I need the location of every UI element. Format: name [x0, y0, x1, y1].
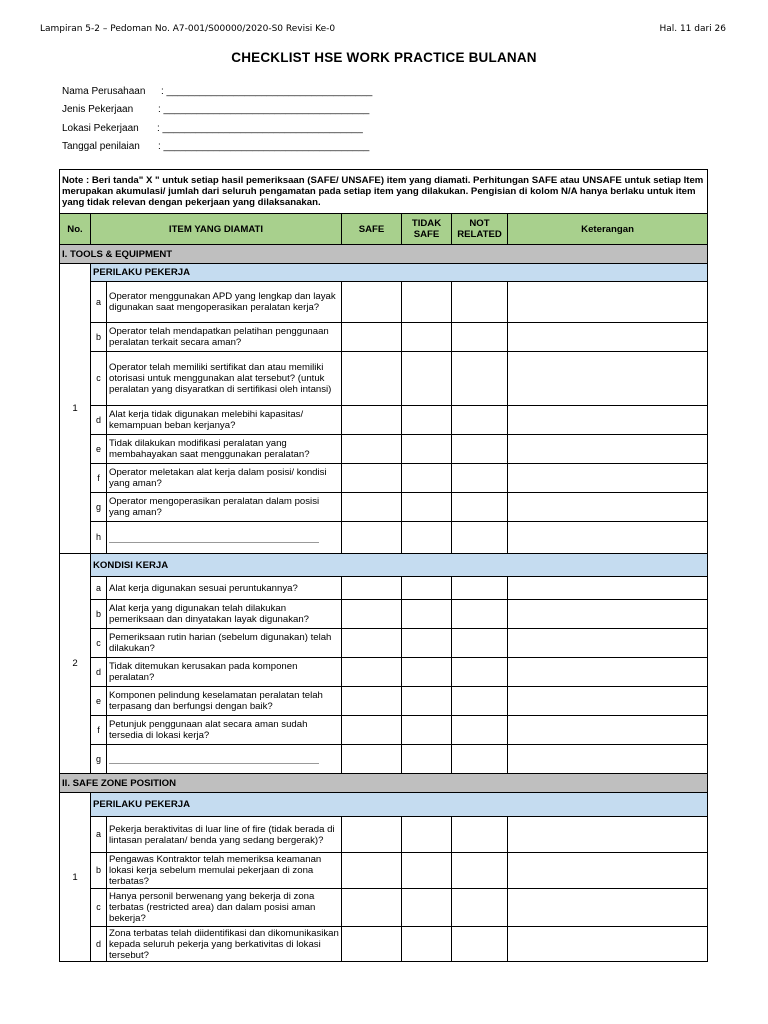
item-letter: d: [91, 406, 107, 435]
field-value[interactable]: : _____________________________________: [158, 141, 370, 152]
safe-checkbox-cell[interactable]: [342, 464, 402, 493]
blank-underline: [109, 754, 319, 764]
tidak-safe-checkbox-cell[interactable]: [402, 406, 452, 435]
column-header-keterangan: Keterangan: [508, 214, 708, 245]
table-row: [60, 323, 708, 352]
keterangan-cell[interactable]: [508, 282, 708, 323]
field-tanggal-penilaian[interactable]: [62, 141, 370, 152]
not-related-checkbox-cell[interactable]: [452, 282, 508, 323]
column-header-item: ITEM YANG DIAMATI: [91, 214, 342, 245]
tidak-safe-checkbox-cell[interactable]: [402, 577, 452, 600]
field-label: Nama Perusahaan: [62, 86, 146, 97]
safe-checkbox-cell[interactable]: [342, 817, 402, 853]
not-related-checkbox-cell[interactable]: [452, 323, 508, 352]
not-related-checkbox-cell[interactable]: [452, 889, 508, 927]
not-related-checkbox-cell[interactable]: [452, 352, 508, 406]
table-row: [60, 853, 708, 889]
not-related-checkbox-cell[interactable]: [452, 687, 508, 716]
field-label: Jenis Pekerjaan: [62, 104, 134, 115]
safe-checkbox-cell[interactable]: [342, 927, 402, 962]
group-number: 1: [60, 793, 91, 962]
item-letter: a: [91, 577, 107, 600]
item-text: Tidak dilakukan modifikasi peralatan yang membahayakan saat menggunakan peralatan?: [107, 435, 342, 464]
table-row: [60, 658, 708, 687]
safe-checkbox-cell[interactable]: [342, 522, 402, 554]
item-text: Tidak ditemukan kerusakan pada komponen peralatan?: [107, 658, 342, 687]
field-nama-perusahaan[interactable]: [62, 86, 373, 97]
group-title: PERILAKU PEKERJA: [91, 793, 708, 817]
item-letter: b: [91, 323, 107, 352]
table-row: [60, 282, 708, 323]
not-related-checkbox-cell[interactable]: [452, 716, 508, 745]
item-text: Operator menggunakan APD yang lengkap dan layak digunakan saat mengoperasikan peralatan kerja?: [107, 282, 342, 323]
item-text: Pemeriksaan rutin harian (sebelum digunakan) telah dilakukan?: [107, 629, 342, 658]
column-header-safe: SAFE: [342, 214, 402, 245]
not-related-checkbox-cell[interactable]: [452, 577, 508, 600]
tidak-safe-checkbox-cell[interactable]: [402, 600, 452, 629]
safe-checkbox-cell[interactable]: [342, 600, 402, 629]
page-number: Hal. 11 dari 26: [659, 24, 726, 34]
tidak-safe-checkbox-cell[interactable]: [402, 889, 452, 927]
item-letter: h: [91, 522, 107, 554]
table-header-row: [60, 214, 708, 245]
keterangan-cell[interactable]: [508, 629, 708, 658]
note-instructions: Note : Beri tanda" X " untuk setiap hasil pemeriksaan (SAFE/ UNSAFE) item yang diamati. Perhitungan SAFE atau UNSAFE untuk setiap Item merupakan akumulasi/ jumlah dari seluruh pengamatan pada setiap item yang dilakukan. Pengisian di kolom N/A hanya berlaku untuk item yang tidak relevan dengan pekerjaan yang dilaksanakan.: [60, 170, 708, 214]
item-letter: e: [91, 687, 107, 716]
item-letter: b: [91, 600, 107, 629]
not-related-checkbox-cell[interactable]: [452, 600, 508, 629]
table-row: [60, 522, 708, 554]
safe-checkbox-cell[interactable]: [342, 493, 402, 522]
safe-checkbox-cell[interactable]: [342, 577, 402, 600]
item-blank-entry[interactable]: [107, 522, 342, 554]
item-text: Hanya personil berwenang yang bekerja di zona terbatas (restricted area) dan dalam posisi aman bekerja?: [107, 889, 342, 927]
not-related-checkbox-cell[interactable]: [452, 853, 508, 889]
table-row: [60, 600, 708, 629]
group-number: 1: [60, 264, 91, 554]
field-value[interactable]: : _____________________________________: [161, 86, 373, 97]
field-value[interactable]: : ____________________________________: [157, 123, 363, 134]
table-row: [60, 464, 708, 493]
column-header-no: No.: [60, 214, 91, 245]
page-title: CHECKLIST HSE WORK PRACTICE BULANAN: [231, 50, 537, 65]
safe-checkbox-cell[interactable]: [342, 282, 402, 323]
not-related-checkbox-cell[interactable]: [452, 817, 508, 853]
tidak-safe-checkbox-cell[interactable]: [402, 435, 452, 464]
table-row: [60, 493, 708, 522]
keterangan-cell[interactable]: [508, 658, 708, 687]
item-text: Pengawas Kontraktor telah memeriksa keamanan lokasi kerja sebelum memulai pekerjaan di zona terbatas?: [107, 853, 342, 889]
column-header-not-related: NOT RELATED: [452, 214, 508, 245]
table-row: [60, 716, 708, 745]
keterangan-cell[interactable]: [508, 577, 708, 600]
keterangan-cell[interactable]: [508, 464, 708, 493]
item-letter: d: [91, 658, 107, 687]
tidak-safe-checkbox-cell[interactable]: [402, 323, 452, 352]
group-number: 2: [60, 554, 91, 774]
keterangan-cell[interactable]: [508, 323, 708, 352]
item-letter: a: [91, 282, 107, 323]
not-related-checkbox-cell[interactable]: [452, 406, 508, 435]
field-value[interactable]: : _____________________________________: [158, 104, 370, 115]
tidak-safe-checkbox-cell[interactable]: [402, 629, 452, 658]
safe-checkbox-cell[interactable]: [342, 323, 402, 352]
table-row: [60, 889, 708, 927]
safe-checkbox-cell[interactable]: [342, 889, 402, 927]
checklist-table: [59, 169, 708, 962]
item-text: Alat kerja yang digunakan telah dilakukan pemeriksaan dan dinyatakan layak digunakan?: [107, 600, 342, 629]
not-related-checkbox-cell[interactable]: [452, 927, 508, 962]
item-text: Operator telah mendapatkan pelatihan penggunaan peralatan terkait secara aman?: [107, 323, 342, 352]
table-row: [60, 817, 708, 853]
item-text: Operator telah memiliki sertifikat dan atau memiliki otorisasi untuk menggunakan alat tersebut? (untuk peralatan yang disyaratkan di sertifikasi oleh intansi): [107, 352, 342, 406]
group-title: PERILAKU PEKERJA: [91, 264, 708, 282]
keterangan-cell[interactable]: [508, 522, 708, 554]
safe-checkbox-cell[interactable]: [342, 658, 402, 687]
item-letter: f: [91, 716, 107, 745]
table-row: [60, 435, 708, 464]
tidak-safe-checkbox-cell[interactable]: [402, 352, 452, 406]
field-label: Lokasi Pekerjaan: [62, 123, 139, 134]
group-row: [60, 554, 708, 577]
table-row: [60, 745, 708, 774]
item-letter: g: [91, 493, 107, 522]
safe-checkbox-cell[interactable]: [342, 629, 402, 658]
table-row: [60, 577, 708, 600]
keterangan-cell[interactable]: [508, 493, 708, 522]
keterangan-cell[interactable]: [508, 745, 708, 774]
table-row: [60, 927, 708, 962]
group-row: [60, 264, 708, 282]
not-related-checkbox-cell[interactable]: [452, 464, 508, 493]
group-title: KONDISI KERJA: [91, 554, 708, 577]
item-letter: e: [91, 435, 107, 464]
keterangan-cell[interactable]: [508, 716, 708, 745]
not-related-checkbox-cell[interactable]: [452, 435, 508, 464]
tidak-safe-checkbox-cell[interactable]: [402, 464, 452, 493]
keterangan-cell[interactable]: [508, 435, 708, 464]
item-letter: a: [91, 817, 107, 853]
tidak-safe-checkbox-cell[interactable]: [402, 493, 452, 522]
item-text: Alat kerja tidak digunakan melebihi kapasitas/ kemampuan beban kerjanya?: [107, 406, 342, 435]
safe-checkbox-cell[interactable]: [342, 406, 402, 435]
item-text: Alat kerja digunakan sesuai peruntukannya?: [107, 577, 342, 600]
keterangan-cell[interactable]: [508, 352, 708, 406]
tidak-safe-checkbox-cell[interactable]: [402, 716, 452, 745]
item-text: Petunjuk penggunaan alat secara aman sudah tersedia di lokasi kerja?: [107, 716, 342, 745]
item-letter: c: [91, 629, 107, 658]
item-letter: f: [91, 464, 107, 493]
group-row: [60, 793, 708, 817]
table-row: [60, 352, 708, 406]
item-text: Pekerja beraktivitas di luar line of fire (tidak berada di lintasan peralatan/ benda yang sedang bergerak)?: [107, 817, 342, 853]
not-related-checkbox-cell[interactable]: [452, 658, 508, 687]
keterangan-cell[interactable]: [508, 889, 708, 927]
tidak-safe-checkbox-cell[interactable]: [402, 282, 452, 323]
item-text: Komponen pelindung keselamatan peralatan telah terpasang dan berfungsi dengan baik?: [107, 687, 342, 716]
section-title: II. SAFE ZONE POSITION: [60, 774, 708, 793]
blank-underline: [109, 533, 319, 543]
field-jenis-pekerjaan[interactable]: [62, 104, 370, 115]
keterangan-cell[interactable]: [508, 600, 708, 629]
not-related-checkbox-cell[interactable]: [452, 745, 508, 774]
tidak-safe-checkbox-cell[interactable]: [402, 817, 452, 853]
item-text: Operator meletakan alat kerja dalam posisi/ kondisi yang aman?: [107, 464, 342, 493]
column-header-tidak-safe: TIDAK SAFE: [402, 214, 452, 245]
section-row: [60, 245, 708, 264]
tidak-safe-checkbox-cell[interactable]: [402, 745, 452, 774]
safe-checkbox-cell[interactable]: [342, 745, 402, 774]
section-row: [60, 774, 708, 793]
tidak-safe-checkbox-cell[interactable]: [402, 853, 452, 889]
tidak-safe-checkbox-cell[interactable]: [402, 522, 452, 554]
keterangan-cell[interactable]: [508, 927, 708, 962]
item-text: Zona terbatas telah diidentifikasi dan dikomunikasikan kepada seluruh pekerja yang berkativitas di lokasi tersebut?: [107, 927, 342, 962]
keterangan-cell[interactable]: [508, 817, 708, 853]
not-related-checkbox-cell[interactable]: [452, 493, 508, 522]
table-row: [60, 629, 708, 658]
field-label: Tanggal penilaian: [62, 141, 140, 152]
keterangan-cell[interactable]: [508, 853, 708, 889]
table-row: [60, 406, 708, 435]
item-letter: c: [91, 889, 107, 927]
item-letter: d: [91, 927, 107, 962]
safe-checkbox-cell[interactable]: [342, 716, 402, 745]
safe-checkbox-cell[interactable]: [342, 435, 402, 464]
item-blank-entry[interactable]: [107, 745, 342, 774]
section-title: I. TOOLS & EQUIPMENT: [60, 245, 708, 264]
tidak-safe-checkbox-cell[interactable]: [402, 687, 452, 716]
not-related-checkbox-cell[interactable]: [452, 629, 508, 658]
item-letter: g: [91, 745, 107, 774]
keterangan-cell[interactable]: [508, 406, 708, 435]
item-text: Operator mengoperasikan peralatan dalam posisi yang aman?: [107, 493, 342, 522]
field-lokasi-pekerjaan[interactable]: [62, 123, 363, 134]
safe-checkbox-cell[interactable]: [342, 853, 402, 889]
safe-checkbox-cell[interactable]: [342, 352, 402, 406]
keterangan-cell[interactable]: [508, 687, 708, 716]
tidak-safe-checkbox-cell[interactable]: [402, 658, 452, 687]
not-related-checkbox-cell[interactable]: [452, 522, 508, 554]
table-row: [60, 687, 708, 716]
tidak-safe-checkbox-cell[interactable]: [402, 927, 452, 962]
safe-checkbox-cell[interactable]: [342, 687, 402, 716]
item-letter: b: [91, 853, 107, 889]
document-reference: Lampiran 5-2 – Pedoman No. A7-001/S00000/2020-S0 Revisi Ke-0: [40, 24, 336, 34]
item-letter: c: [91, 352, 107, 406]
